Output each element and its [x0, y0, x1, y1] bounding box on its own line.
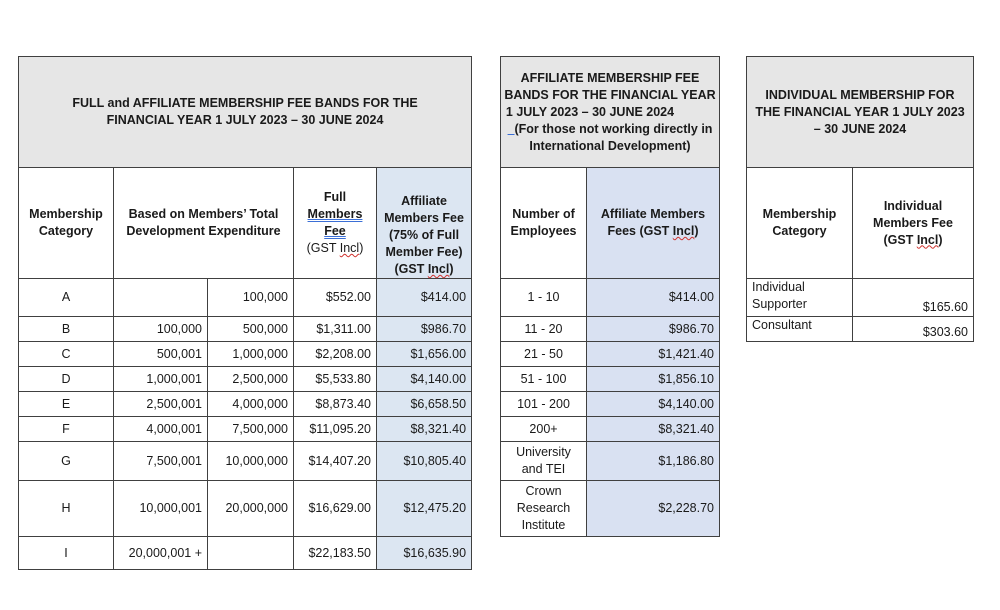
expenditure-from-cell: 2,500,001 — [114, 392, 208, 417]
fee-band-row — [19, 279, 472, 317]
affiliate-band-row — [501, 481, 720, 537]
full-members-fee-cell: $22,183.50 — [294, 537, 377, 570]
affiliate-members-fee-cell: $6,658.50 — [377, 392, 472, 417]
membership-category-cell: E — [19, 392, 114, 417]
full-members-fee-cell: $8,873.40 — [294, 392, 377, 417]
number-of-employees-cell: 21 - 50 — [501, 342, 587, 367]
number-of-employees-cell: 51 - 100 — [501, 367, 587, 392]
fee-band-row — [19, 342, 472, 367]
full-members-fee-cell: $5,533.80 — [294, 367, 377, 392]
fee-band-row — [19, 417, 472, 442]
membership-category-cell: F — [19, 417, 114, 442]
fee-band-row — [19, 481, 472, 537]
expenditure-to-cell: 4,000,000 — [208, 392, 294, 417]
expenditure-to-cell: 20,000,000 — [208, 481, 294, 537]
affiliate-fee-cell: $1,186.80 — [587, 442, 720, 481]
header-full-fee-line1: Full — [323, 190, 347, 204]
expenditure-from-cell — [114, 279, 208, 317]
expenditure-from-cell: 4,000,001 — [114, 417, 208, 442]
fee-band-row — [19, 537, 472, 570]
expenditure-from-cell: 10,000,001 — [114, 481, 208, 537]
expenditure-from-cell: 100,000 — [114, 317, 208, 342]
affiliate-band-row — [501, 279, 720, 317]
expenditure-to-cell: 7,500,000 — [208, 417, 294, 442]
individual-membership-row — [747, 317, 974, 342]
affiliate-members-fee-cell: $1,656.00 — [377, 342, 472, 367]
full-members-fee-cell: $1,311.00 — [294, 317, 377, 342]
header-development-expenditure: Based on Members’ Total Development Expenditure — [114, 168, 294, 279]
expenditure-to-cell: 10,000,000 — [208, 442, 294, 481]
full-members-fee-cell: $14,407.20 — [294, 442, 377, 481]
affiliate-band-row — [501, 367, 720, 392]
header-full-fee-line2: Members — [307, 207, 363, 221]
affiliate-fee-bands-table — [500, 56, 720, 537]
header-affiliate-fee-label: Affiliate Members Fee (75% of Full Member Fee) — [384, 194, 464, 259]
fee-band-row — [19, 392, 472, 417]
full-members-fee-cell: $2,208.00 — [294, 342, 377, 367]
header-affiliate-fee-gst: (GST Incl) — [394, 262, 454, 276]
individual-fee-cell: $303.60 — [853, 317, 974, 342]
expenditure-from-cell: 7,500,001 — [114, 442, 208, 481]
individual-membership-row — [747, 279, 974, 317]
header-full-fee-gst: (GST Incl) — [306, 241, 364, 255]
affiliate-members-fee-cell: $12,475.20 — [377, 481, 472, 537]
individual-table-title: INDIVIDUAL MEMBERSHIP FOR THE FINANCIAL YEAR 1 JULY 2023 – 30 JUNE 2024 — [747, 57, 974, 168]
header-individual-members-fee: Individual Members Fee (GST Incl) — [853, 168, 974, 279]
membership-category-cell: B — [19, 317, 114, 342]
affiliate-fee-cell: $4,140.00 — [587, 392, 720, 417]
individual-membership-table — [746, 56, 974, 342]
affiliate-members-fee-cell: $414.00 — [377, 279, 472, 317]
affiliate-band-row — [501, 392, 720, 417]
expenditure-from-cell: 20,000,001 + — [114, 537, 208, 570]
affiliate-fee-cell: $1,856.10 — [587, 367, 720, 392]
membership-category-cell: D — [19, 367, 114, 392]
header-affiliate-members-fee — [377, 168, 472, 279]
affiliate-members-fee-cell: $16,635.90 — [377, 537, 472, 570]
affiliate-band-row — [501, 442, 720, 481]
full-members-fee-cell: $16,629.00 — [294, 481, 377, 537]
expenditure-to-cell: 2,500,000 — [208, 367, 294, 392]
full-affiliate-fee-table — [18, 56, 472, 570]
membership-category-cell: I — [19, 537, 114, 570]
affiliate-band-row — [501, 317, 720, 342]
membership-category-cell: G — [19, 442, 114, 481]
number-of-employees-cell: University and TEI — [501, 442, 587, 481]
number-of-employees-cell: Crown Research Institute — [501, 481, 587, 537]
affiliate-fee-cell: $414.00 — [587, 279, 720, 317]
expenditure-from-cell: 1,000,001 — [114, 367, 208, 392]
affiliate-fee-cell: $2,228.70 — [587, 481, 720, 537]
expenditure-to-cell: 100,000 — [208, 279, 294, 317]
affiliate-fee-cell: $8,321.40 — [587, 417, 720, 442]
header-individual-membership-category: Membership Category — [747, 168, 853, 279]
expenditure-to-cell — [208, 537, 294, 570]
membership-category-cell: H — [19, 481, 114, 537]
expenditure-to-cell: 500,000 — [208, 317, 294, 342]
header-membership-category: Membership Category — [19, 168, 114, 279]
header-full-fee-line3: Fee — [324, 224, 346, 238]
number-of-employees-cell: 1 - 10 — [501, 279, 587, 317]
full-members-fee-cell: $11,095.20 — [294, 417, 377, 442]
number-of-employees-cell: 101 - 200 — [501, 392, 587, 417]
affiliate-fee-cell: $986.70 — [587, 317, 720, 342]
individual-fee-cell: $165.60 — [853, 279, 974, 317]
affiliate-band-row — [501, 417, 720, 442]
membership-category-cell: A — [19, 279, 114, 317]
full-members-fee-cell: $552.00 — [294, 279, 377, 317]
fee-band-row — [19, 367, 472, 392]
affiliate-members-fee-cell: $8,321.40 — [377, 417, 472, 442]
individual-category-cell: Individual Supporter — [747, 279, 853, 317]
affiliate-fee-cell: $1,421.40 — [587, 342, 720, 367]
number-of-employees-cell: 11 - 20 — [501, 317, 587, 342]
header-full-members-fee — [294, 168, 377, 279]
number-of-employees-cell: 200+ — [501, 417, 587, 442]
full-affiliate-table-title: FULL and AFFILIATE MEMBERSHIP FEE BANDS FOR THE FINANCIAL YEAR 1 JULY 2023 – 30 JUNE 2024 — [19, 57, 472, 168]
header-affiliate-members-fees: Affiliate Members Fees (GST Incl) — [587, 168, 720, 279]
expenditure-to-cell: 1,000,000 — [208, 342, 294, 367]
fee-band-row — [19, 442, 472, 481]
affiliate-members-fee-cell: $4,140.00 — [377, 367, 472, 392]
expenditure-from-cell: 500,001 — [114, 342, 208, 367]
affiliate-band-row — [501, 342, 720, 367]
affiliate-table-title: AFFILIATE MEMBERSHIP FEE BANDS FOR THE FINANCIAL YEAR 1 JULY 2023 – 30 JUNE 2024 (For those not working directly in International Development) — [501, 57, 720, 168]
individual-category-cell: Consultant — [747, 317, 853, 342]
affiliate-members-fee-cell: $986.70 — [377, 317, 472, 342]
header-number-of-employees: Number of Employees — [501, 168, 587, 279]
affiliate-members-fee-cell: $10,805.40 — [377, 442, 472, 481]
fee-band-row — [19, 317, 472, 342]
membership-category-cell: C — [19, 342, 114, 367]
